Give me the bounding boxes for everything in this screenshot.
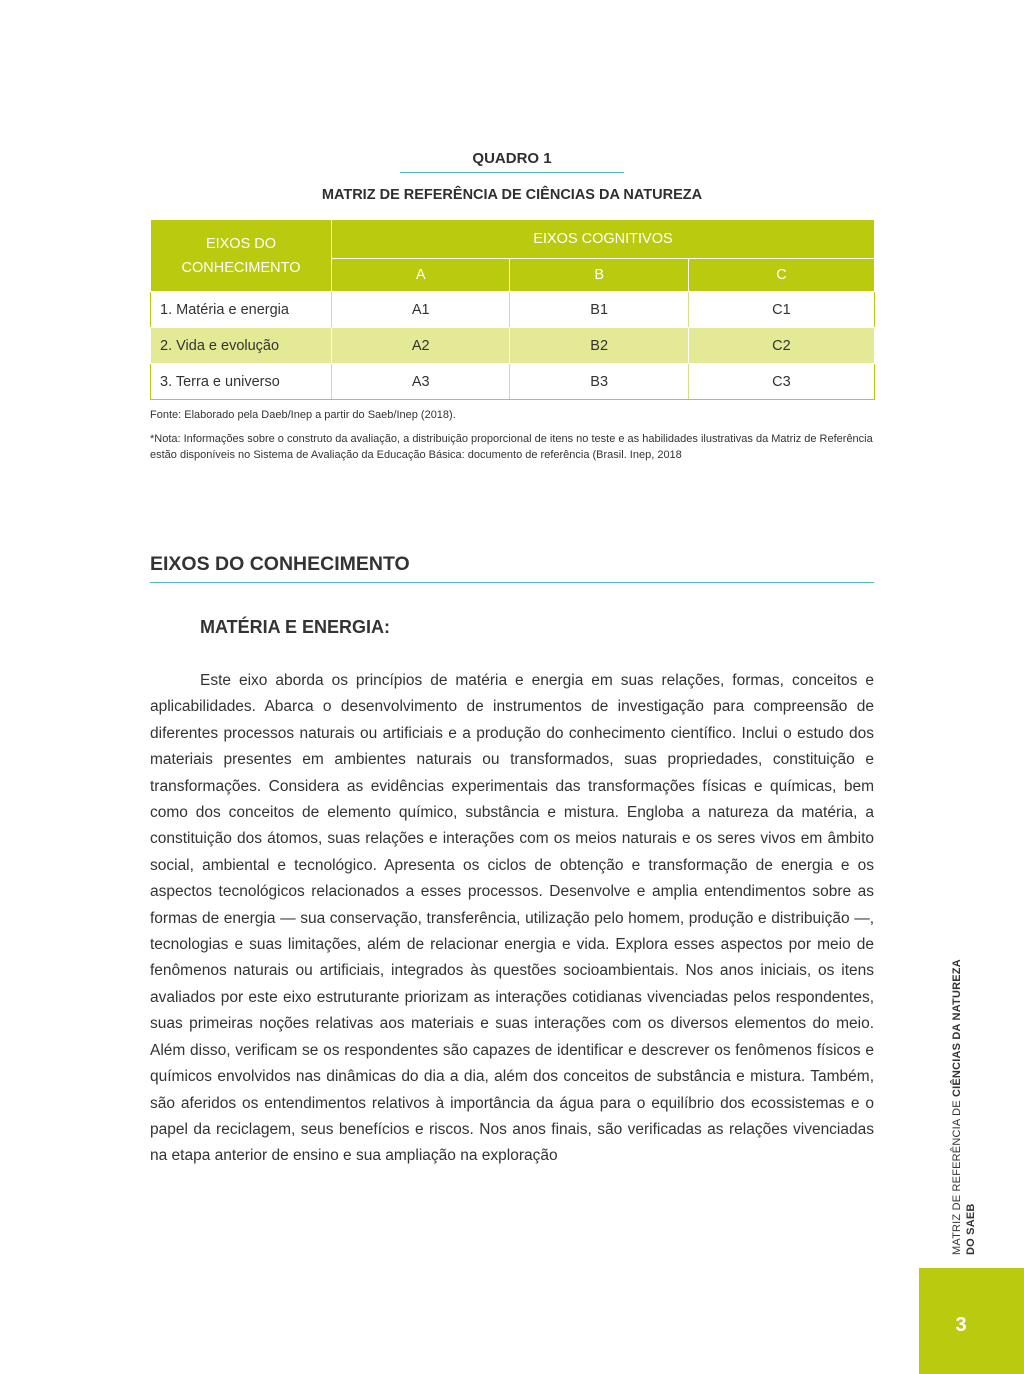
column-header: A xyxy=(332,259,510,292)
table-row xyxy=(151,364,875,400)
body-paragraph: Este eixo aborda os princípios de matéria e energia em suas relações, formas, conceitos e aplicabilidades. Abarca o desenvolvimento de instrumentos de investigação para compreensão de diferentes processos naturais ou artificiais e a produção do conhecimento científico. Inclui o estudo dos materiais presentes em ambientes naturais ou transformados, suas propriedades, constituição e transformações. Considera as evidências experimentais das transformações físicas e químicas, bem como dos conceitos de elemento químico, substância e mistura. Engloba a natureza da matéria, a constituição dos átomos, suas relações e interações com os meios naturais e os seres vivos em âmbito social, ambiental e tecnológico. Apresenta os ciclos de obtenção e transformação de energia e os aspectos tecnológicos relacionados a esses processos. Desenvolve e amplia entendimentos sobre as formas de energia — sua conservação, transferência, utilização pelo homem, produção e distribuição —, tecnologias e suas limitações, além de relacionar energia e vida. Explora esses aspectos por meio de fenômenos naturais ou artificiais, integrados às questões socioambientais. Nos anos iniciais, os itens avaliados por este eixo estruturante priorizam as interações cotidianas vivenciadas pelos respondentes, suas primeiras noções relativas aos materiais e suas interações com os diversos elementos do meio. Além disso, verificam se os respondentes são capazes de identificar e descrever os fenômenos físicos e químicos envolvidos nas dinâmicas do dia a dia, além dos conceitos de substância e mistura. Também, são aferidos os entendimentos relativos à importância da água para o equilíbrio dos ecossistemas e o papel da reciclagem, seus benefícios e riscos. Nos anos finais, são verificadas as relações vivenciadas na etapa anterior de ensino e sua ampliação na exploração xyxy=(150,672,874,1165)
row-label: 2. Vida e evolução xyxy=(151,328,332,364)
page-number-box xyxy=(919,1268,1024,1374)
page-number: 3 xyxy=(955,1314,967,1336)
side-label-part: MATRIZ DE REFERÊNCIA DE xyxy=(951,1097,963,1255)
sub-heading: MATÉRIA E ENERGIA: xyxy=(200,617,391,637)
table-cell: C1 xyxy=(688,292,874,328)
section-heading: EIXOS DO CONHECIMENTO xyxy=(150,553,874,583)
row-label: 1. Matéria e energia xyxy=(151,292,332,328)
footnote: *Nota: Informações sobre o construto da avaliação, a distribuição proporcional de itens no teste e as habilidades ilustrativas da Matriz de Referência estão disponíveis no Sistema de Avaliação da Educação Básica: documento de referência (Brasil. Inep, 2018 xyxy=(150,433,873,461)
row-label: 3. Terra e universo xyxy=(151,364,332,400)
column-header: C xyxy=(688,259,874,292)
column-header: B xyxy=(510,259,688,292)
table-cell: A2 xyxy=(332,328,510,364)
source-note: Fonte: Elaborado pela Daeb/Inep a partir do Saeb/Inep (2018). xyxy=(150,409,456,421)
table-row xyxy=(151,292,875,328)
table-row xyxy=(151,328,875,364)
quadro-title: QUADRO 1 xyxy=(400,150,624,173)
table-cell: C2 xyxy=(688,328,874,364)
header-eixos-conhecimento: EIXOS DO CONHECIMENTO xyxy=(151,220,332,292)
table-cell: A1 xyxy=(332,292,510,328)
running-header-vertical xyxy=(950,925,978,1255)
table-cell: C3 xyxy=(688,364,874,400)
table-cell: B1 xyxy=(510,292,688,328)
side-label-bold: CIÊNCIAS DA NATUREZA xyxy=(951,959,963,1097)
reference-matrix-table xyxy=(150,219,875,400)
header-eixos-cognitivos: EIXOS COGNITIVOS xyxy=(332,220,875,259)
table-cell: B2 xyxy=(510,328,688,364)
table-cell: B3 xyxy=(510,364,688,400)
side-label-bold: DO SAEB xyxy=(965,1203,977,1255)
table-cell: A3 xyxy=(332,364,510,400)
quadro-subtitle: MATRIZ DE REFERÊNCIA DE CIÊNCIAS DA NATUREZA xyxy=(321,187,703,203)
